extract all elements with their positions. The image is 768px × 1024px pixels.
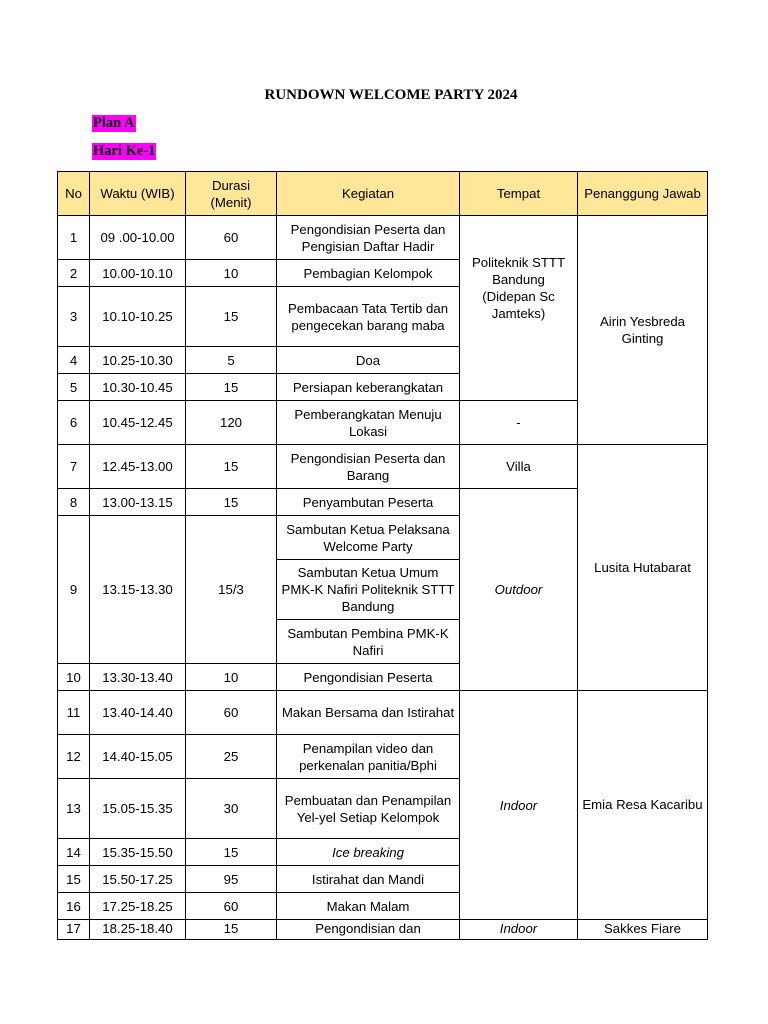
cell-durasi: 15 <box>186 445 277 489</box>
cell-durasi: 15 <box>186 287 277 347</box>
cell-waktu: 13.00-13.15 <box>90 489 186 516</box>
cell-durasi: 60 <box>186 216 277 260</box>
cell-durasi: 60 <box>186 893 277 920</box>
cell-durasi: 15 <box>186 920 277 940</box>
cell-no: 6 <box>58 401 90 445</box>
cell-kegiatan: Persiapan keberangkatan <box>277 374 460 401</box>
cell-waktu: 18.25-18.40 <box>90 920 186 940</box>
header-no: No <box>58 172 90 216</box>
cell-no: 10 <box>58 664 90 691</box>
cell-kegiatan: Pengondisian Peserta <box>277 664 460 691</box>
cell-waktu: 15.50-17.25 <box>90 866 186 893</box>
cell-kegiatan: Pengondisian Peserta dan Pengisian Daftar Hadir <box>277 216 460 260</box>
cell-waktu: 17.25-18.25 <box>90 893 186 920</box>
cell-durasi: 95 <box>186 866 277 893</box>
cell-no: 3 <box>58 287 90 347</box>
cell-tempat: Indoor <box>460 920 578 940</box>
cell-waktu: 10.30-10.45 <box>90 374 186 401</box>
cell-durasi: 60 <box>186 691 277 735</box>
cell-no: 8 <box>58 489 90 516</box>
cell-kegiatan: Pengondisian Peserta dan Barang <box>277 445 460 489</box>
cell-penanggung-jawab: Airin Yesbreda Ginting <box>578 216 708 445</box>
cell-durasi: 5 <box>186 347 277 374</box>
cell-waktu: 10.10-10.25 <box>90 287 186 347</box>
cell-no: 13 <box>58 779 90 839</box>
cell-tempat: Outdoor <box>460 489 578 691</box>
cell-kegiatan: Sambutan Pembina PMK-K Nafiri <box>277 620 460 664</box>
cell-penanggung-jawab: Lusita Hutabarat <box>578 445 708 691</box>
cell-no: 9 <box>58 516 90 664</box>
cell-kegiatan: Makan Bersama dan Istirahat <box>277 691 460 735</box>
cell-no: 4 <box>58 347 90 374</box>
cell-kegiatan: Pemberangkatan Menuju Lokasi <box>277 401 460 445</box>
table-row <box>58 216 708 260</box>
cell-no: 11 <box>58 691 90 735</box>
plan-label: Plan A <box>93 115 135 131</box>
cell-waktu: 10.00-10.10 <box>90 260 186 287</box>
cell-kegiatan: Istirahat dan Mandi <box>277 866 460 893</box>
cell-waktu: 15.05-15.35 <box>90 779 186 839</box>
cell-kegiatan: Penampilan video dan perkenalan panitia/Bphi <box>277 735 460 779</box>
table-row <box>58 691 708 735</box>
cell-durasi: 25 <box>186 735 277 779</box>
cell-tempat: Villa <box>460 445 578 489</box>
cell-no: 16 <box>58 893 90 920</box>
cell-kegiatan: Ice breaking <box>277 839 460 866</box>
cell-durasi: 15 <box>186 839 277 866</box>
cell-kegiatan: Pembuatan dan Penampilan Yel-yel Setiap Kelompok <box>277 779 460 839</box>
cell-kegiatan: Pembacaan Tata Tertib dan pengecekan barang maba <box>277 287 460 347</box>
cell-kegiatan: Sambutan Ketua Pelaksana Welcome Party <box>277 516 460 560</box>
header-kegiatan: Kegiatan <box>277 172 460 216</box>
cell-durasi: 30 <box>186 779 277 839</box>
cell-tempat: - <box>460 401 578 445</box>
table-header-row <box>58 172 708 216</box>
cell-waktu: 10.45-12.45 <box>90 401 186 445</box>
cell-durasi: 15 <box>186 489 277 516</box>
cell-durasi: 120 <box>186 401 277 445</box>
cell-no: 14 <box>58 839 90 866</box>
cell-kegiatan: Doa <box>277 347 460 374</box>
cell-durasi: 10 <box>186 664 277 691</box>
cell-kegiatan: Pengondisian dan <box>277 920 460 940</box>
day-label: Hari Ke-1 <box>93 143 156 159</box>
header-tempat: Tempat <box>460 172 578 216</box>
cell-durasi: 15/3 <box>186 516 277 664</box>
cell-waktu: 15.35-15.50 <box>90 839 186 866</box>
cell-penanggung-jawab: Emia Resa Kacaribu <box>578 691 708 920</box>
header-durasi: Durasi (Menit) <box>186 172 277 216</box>
cell-no: 17 <box>58 920 90 940</box>
cell-kegiatan: Sambutan Ketua Umum PMK-K Nafiri Politeknik STTT Bandung <box>277 560 460 620</box>
cell-waktu: 14.40-15.05 <box>90 735 186 779</box>
header-penanggung-jawab: Penanggung Jawab <box>578 172 708 216</box>
cell-waktu: 13.40-14.40 <box>90 691 186 735</box>
cell-tempat: Politeknik STTT Bandung (Didepan Sc Jamteks) <box>460 216 578 401</box>
cell-waktu: 12.45-13.00 <box>90 445 186 489</box>
cell-durasi: 10 <box>186 260 277 287</box>
cell-no: 15 <box>58 866 90 893</box>
cell-kegiatan: Penyambutan Peserta <box>277 489 460 516</box>
cell-no: 12 <box>58 735 90 779</box>
cell-waktu: 13.15-13.30 <box>90 516 186 664</box>
header-waktu: Waktu (WIB) <box>90 172 186 216</box>
cell-kegiatan: Pembagian Kelompok <box>277 260 460 287</box>
cell-no: 2 <box>58 260 90 287</box>
document-title: RUNDOWN WELCOME PARTY 2024 <box>264 87 518 103</box>
cell-waktu: 13.30-13.40 <box>90 664 186 691</box>
table-row <box>58 445 708 489</box>
cell-kegiatan: Makan Malam <box>277 893 460 920</box>
cell-no: 5 <box>58 374 90 401</box>
table-row <box>58 920 708 940</box>
cell-no: 7 <box>58 445 90 489</box>
cell-penanggung-jawab: Sakkes Fiare <box>578 920 708 940</box>
cell-tempat: Indoor <box>460 691 578 920</box>
cell-durasi: 15 <box>186 374 277 401</box>
cell-no: 1 <box>58 216 90 260</box>
cell-waktu: 10.25-10.30 <box>90 347 186 374</box>
rundown-table <box>57 171 708 940</box>
cell-waktu: 09 .00-10.00 <box>90 216 186 260</box>
